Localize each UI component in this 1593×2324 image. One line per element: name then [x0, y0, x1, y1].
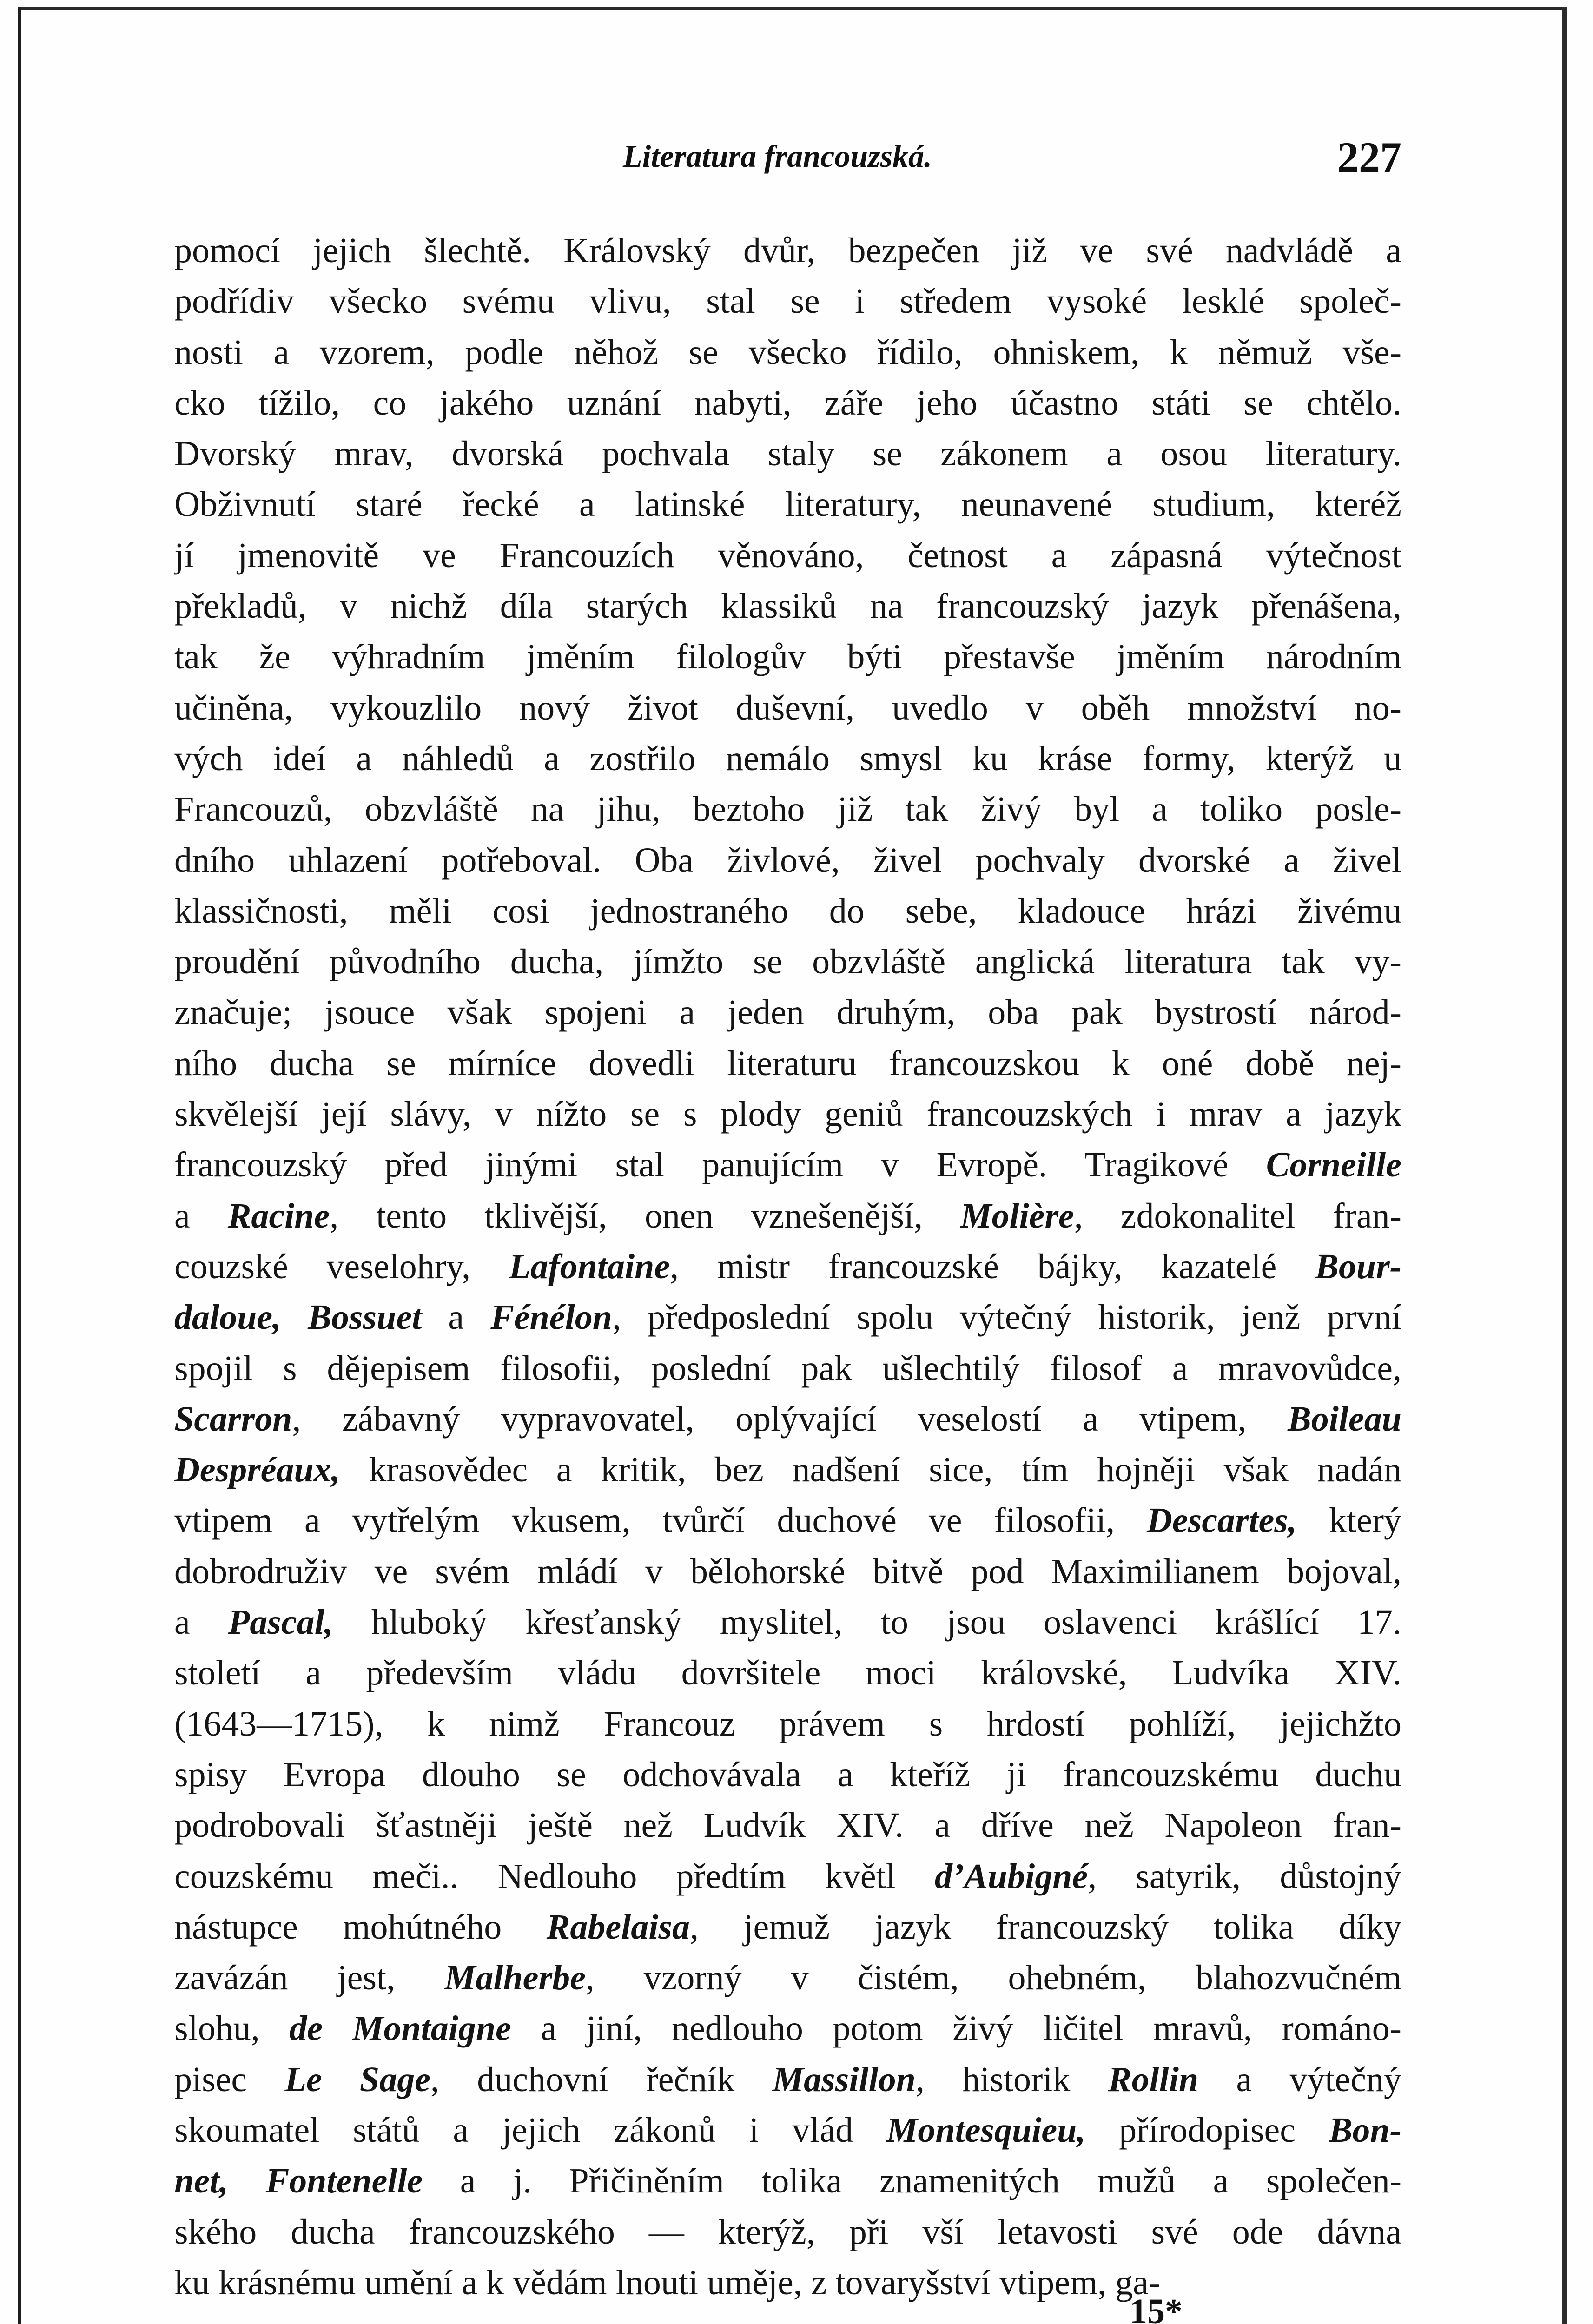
text-line	[174, 1292, 1401, 1343]
text-run: a	[174, 1196, 228, 1235]
author-name: Massillon	[772, 2060, 916, 2099]
text-line	[174, 581, 1401, 632]
text-line	[174, 479, 1401, 530]
author-name: Fénélon	[490, 1298, 613, 1337]
text-line	[174, 2105, 1401, 2156]
text-run: spisy Evropa dlouho se odchovávala a kteříž ji francouzskému duchu	[174, 1755, 1401, 1794]
text-run: francouzský před jinými stal panujícím v Evropě. Tragikové	[174, 1145, 1266, 1185]
scan-border-left	[18, 7, 21, 2324]
text-run: vtipem a vytřelým vkusem, tvůrčí duchové ve filosofii,	[174, 1501, 1147, 1540]
author-name: Le Sage	[284, 2060, 430, 2099]
text-line	[174, 1445, 1401, 1495]
text-run: ního ducha se mírníce dovedli literaturu francouzskou k oné době nej-	[174, 1043, 1401, 1083]
text-run: , tento tklivější, onen vznešenější,	[330, 1196, 960, 1235]
text-line	[174, 2054, 1401, 2105]
text-run: podřídiv všecko svému vlivu, stal se i středem vysoké lesklé společ-	[174, 282, 1401, 321]
text-line	[174, 1902, 1401, 1953]
text-run: , zábavný vypravovatel, oplývající veselostí a vtipem,	[292, 1399, 1288, 1439]
author-name: net, Fontenelle	[174, 2161, 423, 2201]
text-line	[174, 1750, 1401, 1800]
author-name: Bour-	[1315, 1247, 1401, 1286]
text-run: a j. Přičiněním tolika znamenitých mužů a společen-	[423, 2161, 1401, 2201]
text-run: Dvorský mrav, dvorská pochvala staly se zákonem a osou literatury.	[174, 434, 1401, 474]
text-line	[174, 1546, 1401, 1597]
text-line	[174, 683, 1401, 733]
text-run: , historik	[915, 2060, 1108, 2099]
body-text	[174, 225, 1401, 2308]
text-line	[174, 1343, 1401, 1394]
running-title: Literatura francouzská.	[623, 139, 932, 174]
text-run: proudění původního ducha, jímžto se obzvláště anglická literatura tak vy-	[174, 942, 1401, 982]
text-run: a	[422, 1298, 491, 1337]
author-name: Montesquieu,	[886, 2110, 1086, 2150]
text-run: zavázán jest,	[174, 1958, 444, 1998]
text-run: klassičnosti, měli cosi jednostraného do sebe, kladouce hrázi živému	[174, 891, 1401, 931]
text-run: couzské veselohry,	[174, 1247, 509, 1286]
text-line	[174, 276, 1401, 327]
text-line	[174, 429, 1401, 479]
text-run: značuje; jsouce však spojeni a jeden druhým, oba pak bystrostí národ-	[174, 993, 1401, 1032]
text-line	[174, 1191, 1401, 1241]
signature-mark: 15*	[1130, 2292, 1183, 2324]
text-run: , duchovní řečník	[430, 2060, 773, 2099]
text-run: hluboký křesťanský myslitel, to jsou oslavenci krášlící 17.	[333, 1603, 1401, 1642]
text-run: ku krásnému umění a k vědám lnouti uměje, z tovaryšství vtipem, ga-	[174, 2263, 1161, 2302]
author-name: Rollin	[1108, 2060, 1199, 2099]
text-run: nástupce mohútného	[174, 1907, 547, 1947]
text-run: který	[1296, 1501, 1401, 1540]
scan-border-top	[18, 7, 1566, 10]
text-line	[174, 1089, 1401, 1140]
author-name: Malherbe	[444, 1958, 586, 1998]
page-header	[174, 132, 1401, 184]
text-run: Francouzů, obzvláště na jihu, beztoho již tak živý byl a toliko posle-	[174, 790, 1401, 829]
text-run: jí jmenovitě ve Francouzích věnováno, četnost a zápasná výtečnost	[174, 535, 1401, 575]
text-run: století a především vládu dovršitele moci královské, Ludvíka XIV.	[174, 1653, 1401, 1693]
text-line	[174, 1953, 1401, 2003]
text-run: slohu,	[174, 2009, 290, 2048]
text-run: dního uhlazení potřeboval. Oba živlové, živel pochvaly dvorské a živel	[174, 840, 1401, 880]
text-line	[174, 1241, 1401, 1292]
text-line	[174, 1038, 1401, 1089]
text-line	[174, 378, 1401, 429]
author-name: Racine	[227, 1196, 330, 1235]
text-line	[174, 937, 1401, 987]
text-line	[174, 1140, 1401, 1190]
text-run: podrobovali šťastněji ještě než Ludvík XIV. a dříve než Napoleon fran-	[174, 1806, 1401, 1845]
text-line	[174, 1648, 1401, 1698]
text-line	[174, 1699, 1401, 1750]
author-name: Corneille	[1266, 1145, 1401, 1185]
author-name: d’Aubigné	[934, 1856, 1088, 1896]
text-line	[174, 2207, 1401, 2258]
text-run: , mistr francouzské bájky, kazatelé	[670, 1247, 1315, 1286]
text-run: , předposlední spolu výtečný historik, jenž první	[612, 1298, 1401, 1337]
text-line	[174, 2156, 1401, 2206]
text-run: , vzorný v čistém, ohebném, blahozvučném	[585, 1958, 1401, 1998]
text-run: a	[174, 1603, 228, 1642]
text-run: spojil s dějepisem filosofii, poslední pak ušlechtilý filosof a mravovůdce,	[174, 1348, 1401, 1388]
author-name: Scarron	[174, 1399, 292, 1439]
text-line	[174, 632, 1401, 682]
text-run: učiněna, vykouzlilo nový život duševní, uvedlo v oběh množství no-	[174, 688, 1401, 727]
text-line	[174, 886, 1401, 937]
text-run: pisec	[174, 2060, 285, 2099]
text-run: cko tížilo, co jakého uznání nabyti, záře jeho účastno státi se chtělo.	[174, 383, 1401, 423]
author-name: Pascal,	[228, 1603, 333, 1642]
text-run: , jemuž jazyk francouzský tolika díky	[689, 1907, 1401, 1947]
author-name: Molière	[960, 1196, 1074, 1235]
text-line	[174, 530, 1401, 581]
text-line	[174, 733, 1401, 784]
text-line	[174, 1394, 1401, 1445]
page-number: 227	[1337, 133, 1401, 181]
text-line	[174, 835, 1401, 886]
text-run: (1643—1715), k nimž Francouz právem s hrdostí pohlíží, jejichžto	[174, 1704, 1401, 1743]
text-run: ského ducha francouzského — kterýž, při vší letavosti své ode dávna	[174, 2212, 1401, 2251]
text-line	[174, 987, 1401, 1038]
text-run: , satyrik, důstojný	[1088, 1856, 1401, 1896]
author-name: Descartes,	[1147, 1501, 1297, 1540]
author-name: Rabelaisa	[546, 1907, 690, 1947]
text-run: a výtečný	[1198, 2060, 1401, 2099]
text-run: překladů, v nichž díla starých klassiků na francouzský jazyk přenášena,	[174, 587, 1401, 626]
author-name: Despréaux,	[174, 1450, 340, 1490]
text-run: skvělejší její slávy, v nížto se s plody geniů francouzských i mrav a jazyk	[174, 1095, 1401, 1134]
text-run: tak že výhradním jměním filologův býti přestavše jměním národním	[174, 637, 1401, 677]
text-run: a jiní, nedlouho potom živý ličitel mravů, románo-	[511, 2009, 1401, 2048]
text-line	[174, 1597, 1401, 1648]
text-run: přírodopisec	[1085, 2110, 1329, 2150]
text-line	[174, 327, 1401, 378]
author-name: Lafontaine	[509, 1247, 670, 1286]
text-run: Obživnutí staré řecké a latinské literatury, neunavené studium, kteréž	[174, 485, 1401, 524]
text-line	[174, 1800, 1401, 1851]
text-line	[174, 1851, 1401, 1902]
text-run: skoumatel států a jejich zákonů i vlád	[174, 2110, 886, 2150]
author-name: de Montaigne	[289, 2009, 511, 2048]
text-run: vých ideí a náhledů a zostřilo nemálo smysl ku kráse formy, kterýž u	[174, 739, 1401, 778]
text-run: pomocí jejich šlechtě. Královský dvůr, bezpečen již ve své nadvládě a	[174, 231, 1401, 270]
text-run: couzskému meči.. Nedlouho předtím květl	[174, 1856, 935, 1896]
text-line	[174, 225, 1401, 276]
text-line	[174, 784, 1401, 835]
text-line	[174, 1495, 1401, 1546]
text-run: nosti a vzorem, podle něhož se všecko řídilo, ohniskem, k němuž vše-	[174, 332, 1401, 372]
author-name: Bon-	[1329, 2110, 1401, 2150]
text-run: , zdokonalitel fran-	[1074, 1196, 1401, 1235]
text-run: dobrodruživ ve svém mládí v bělohorské bitvě pod Maximilianem bojoval,	[174, 1552, 1401, 1591]
author-name: daloue, Bossuet	[174, 1298, 422, 1337]
author-name: Boileau	[1288, 1399, 1401, 1439]
text-run: krasovědec a kritik, bez nadšení sice, tím hojněji však nadán	[340, 1450, 1401, 1490]
text-line	[174, 2258, 1401, 2308]
scan-border-right	[1562, 7, 1567, 2324]
text-line	[174, 2003, 1401, 2054]
